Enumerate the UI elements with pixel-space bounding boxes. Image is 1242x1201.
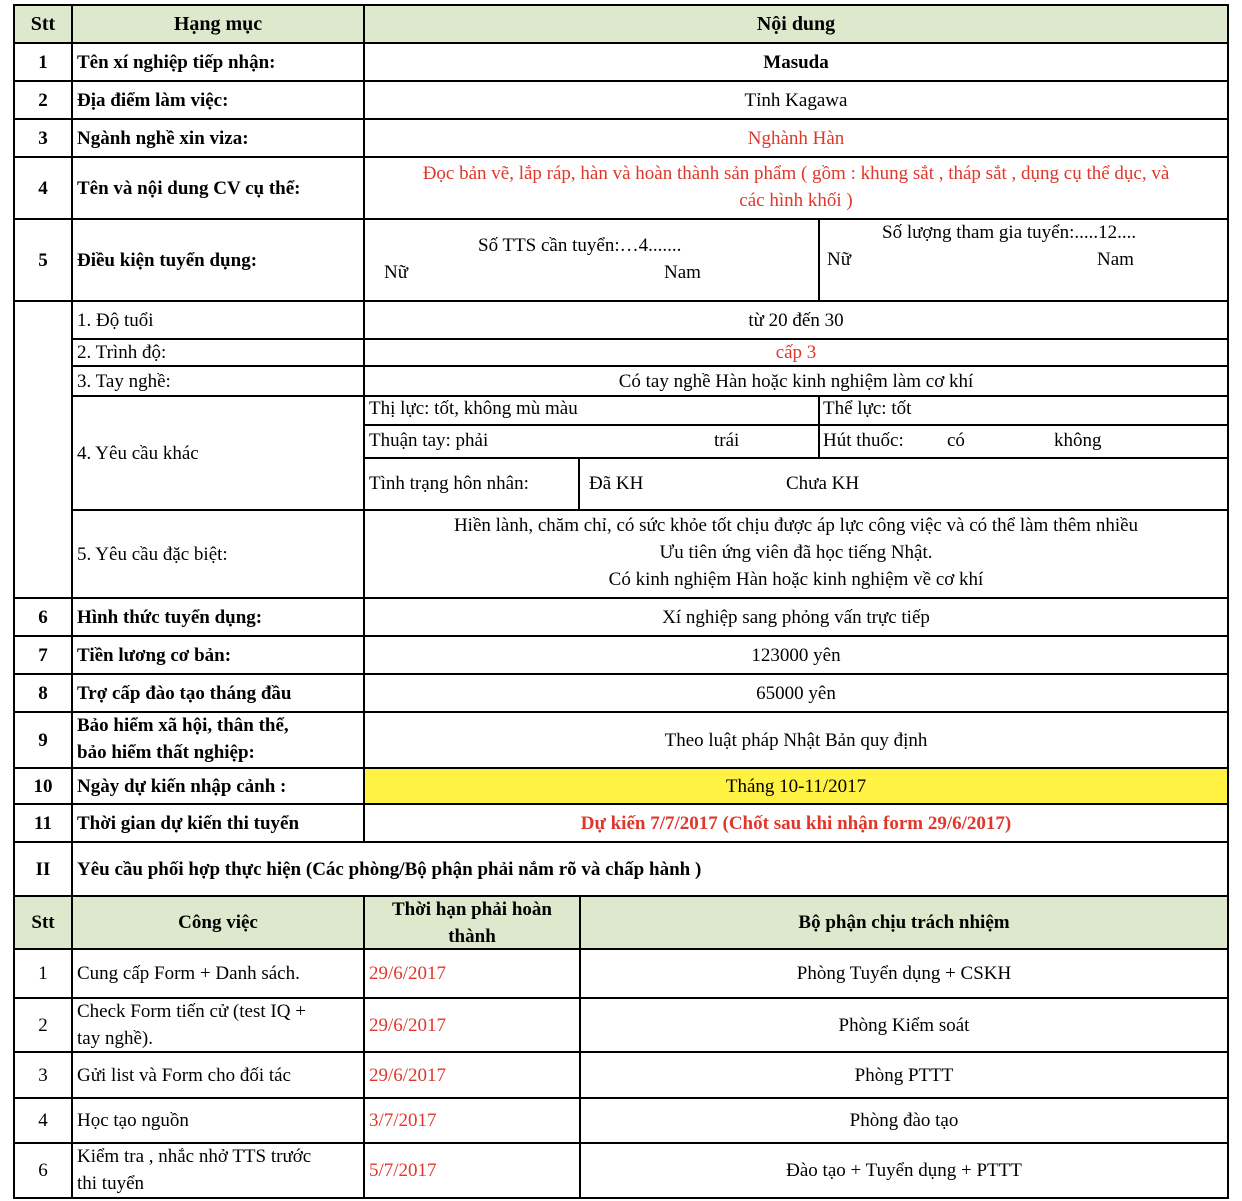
task-deadline: 29/6/2017 xyxy=(369,1064,447,1086)
grid-line xyxy=(13,4,15,1199)
grid-line xyxy=(14,300,1228,302)
needed-count: Số TTS cần tuyển:…4....... xyxy=(478,235,682,256)
task-name xyxy=(72,998,364,1052)
grid-line xyxy=(818,395,820,458)
grid-line xyxy=(72,338,1228,340)
female-label: Nữ xyxy=(384,262,409,283)
job-description-line: Đọc bản vẽ, lắp ráp, hàn và hoàn thành sản phẩm ( gồm : khung sắt , tháp sắt , dụng cụ thể dục, và xyxy=(422,163,1170,184)
grid-line xyxy=(14,80,1228,82)
company-name: Masuda xyxy=(763,51,829,73)
grid-line xyxy=(14,711,1228,713)
row-label: Ngày dự kiến nhập cảnh : xyxy=(77,775,287,797)
task-name-line: thi tuyển xyxy=(77,1173,145,1194)
task-dept: Phòng PTTT xyxy=(854,1064,954,1086)
grid-line xyxy=(14,1197,1228,1199)
grid-line xyxy=(364,424,1228,426)
task-dept: Phòng đào tạo xyxy=(849,1110,959,1131)
grid-line xyxy=(14,4,1228,6)
task-stt: 4 xyxy=(38,1110,48,1131)
handedness-left: trái xyxy=(714,430,740,451)
grid-line xyxy=(71,4,73,1199)
row-stt: 4 xyxy=(38,177,48,199)
task-name-line: Kiểm tra , nhắc nhở TTS trước xyxy=(77,1146,312,1167)
task-deadline: 29/6/2017 xyxy=(369,963,447,984)
grid-line xyxy=(579,895,581,1199)
marital-married: Đã KH xyxy=(589,473,644,494)
special-requirements-label: 5. Yêu cầu đặc biệt: xyxy=(77,543,228,565)
task-stt: 1 xyxy=(38,963,48,984)
special-line: Hiền lành, chăm chỉ, có sức khỏe tốt chịu được áp lực công việc và có thể làm thêm nhiều xyxy=(453,515,1139,536)
task-stt: 3 xyxy=(38,1064,48,1086)
task-stt: 6 xyxy=(38,1160,48,1181)
task-name: Học tạo nguồn xyxy=(77,1110,189,1131)
eyesight: Thị lực: tốt, không mù màu xyxy=(369,398,578,419)
grid-line xyxy=(14,218,1228,220)
row-label: Tiền lương cơ bản: xyxy=(77,644,232,666)
age-value: từ 20 đến 30 xyxy=(748,309,844,331)
marital-single: Chưa KH xyxy=(786,473,860,494)
grid-line xyxy=(14,803,1228,805)
grid-line xyxy=(72,509,1228,511)
work-location: Tỉnh Kagawa xyxy=(744,89,848,111)
grid-line xyxy=(14,1097,1228,1099)
row-stt: 6 xyxy=(38,606,48,628)
row-stt: 9 xyxy=(38,729,48,751)
grid-line xyxy=(578,457,580,510)
basic-salary: 123000 yên xyxy=(751,644,841,666)
handedness: Thuận tay: phải xyxy=(369,430,489,451)
female-label: Nữ xyxy=(827,249,852,270)
row-stt: 10 xyxy=(33,775,53,797)
grid-line xyxy=(72,395,1228,397)
header-category: Hạng mục xyxy=(173,12,263,35)
special-line: Ưu tiên ứng viên đã học tiếng Nhật. xyxy=(659,542,933,563)
grid-line xyxy=(14,948,1228,950)
smoking-label: Hút thuốc: xyxy=(823,430,904,451)
grid-line xyxy=(1227,4,1229,1199)
grid-line xyxy=(14,767,1228,769)
row-label: Ngành nghề xin viza: xyxy=(77,127,249,149)
insurance-value: Theo luật pháp Nhật Bản quy định xyxy=(664,729,928,751)
row-label: Địa điểm làm việc: xyxy=(77,89,229,111)
grid-line xyxy=(14,42,1228,44)
task-name-line: tay nghề). xyxy=(77,1028,153,1049)
smoking-no: không xyxy=(1054,430,1102,451)
task-header-deadline-line: thành xyxy=(448,926,496,947)
grid-line xyxy=(14,673,1228,675)
male-label: Nam xyxy=(1097,249,1134,270)
grid-line xyxy=(72,365,1228,367)
grid-line xyxy=(14,1142,1228,1144)
insurance-label xyxy=(72,712,364,768)
grid-line xyxy=(363,895,365,1199)
task-name xyxy=(72,1143,364,1198)
row-label: Điều kiện tuyển dụng: xyxy=(77,249,258,271)
task-dept: Đào tạo + Tuyển dụng + PTTT xyxy=(786,1160,1022,1181)
row-stt: 11 xyxy=(34,812,52,834)
task-name-line: Check Form tiến cử (test IQ + xyxy=(77,1001,306,1022)
task-header-deadline xyxy=(364,896,580,949)
grid-line xyxy=(14,635,1228,637)
task-dept: Phòng Kiểm soát xyxy=(838,1014,970,1036)
row-label: Trợ cấp đào tạo tháng đầu xyxy=(77,682,292,704)
physical: Thể lực: tốt xyxy=(823,398,912,419)
job-description-line: các hình khối ) xyxy=(739,190,853,211)
header-stt: Stt xyxy=(30,12,56,35)
row-stt: 8 xyxy=(38,682,48,704)
row-stt: 3 xyxy=(38,127,48,149)
task-header-stt: Stt xyxy=(31,912,55,933)
row-label: Thời gian dự kiến thi tuyển xyxy=(77,812,300,834)
training-allowance: 65000 yên xyxy=(756,682,836,704)
special-requirements xyxy=(364,512,1228,596)
grid-line xyxy=(14,118,1228,120)
insurance-label-line: Bảo hiểm xã hội, thân thể, xyxy=(77,715,289,736)
task-deadline: 3/7/2017 xyxy=(369,1110,437,1131)
task-deadline: 29/6/2017 xyxy=(369,1014,447,1036)
section-title: Yêu cầu phối hợp thực hiện (Các phòng/Bộ phận phải nắm rõ và chấp hành ) xyxy=(77,858,702,880)
row-label: Tên và nội dung CV cụ thể: xyxy=(77,177,301,199)
grid-line xyxy=(14,597,1228,599)
task-header-deadline-line: Thời hạn phải hoàn xyxy=(392,899,552,920)
header-content: Nội dung xyxy=(756,12,836,35)
other-requirements-label: 4. Yêu cầu khác xyxy=(77,442,199,464)
skill-label: 3. Tay nghề: xyxy=(77,370,171,392)
grid-line xyxy=(364,457,1228,459)
insurance-label-line: bảo hiểm thất nghiệp: xyxy=(77,742,255,763)
marital-label: Tình trạng hôn nhân: xyxy=(369,473,529,494)
education-label: 2. Trình độ: xyxy=(77,342,167,363)
row-stt: 2 xyxy=(38,89,48,111)
visa-job: Nghành Hàn xyxy=(747,127,845,149)
grid-line xyxy=(818,218,820,301)
row-label: Hình thức tuyển dụng: xyxy=(77,606,263,628)
task-header-task: Công việc xyxy=(178,912,258,933)
skill-value: Có tay nghề Hàn hoặc kinh nghiệm làm cơ khí xyxy=(618,370,974,392)
row-stt: 5 xyxy=(38,249,48,271)
grid-line xyxy=(363,4,365,843)
grid-line xyxy=(14,895,1228,897)
task-stt: 2 xyxy=(38,1014,48,1036)
smoking-yes: có xyxy=(947,430,965,451)
section-number: II xyxy=(35,858,51,880)
grid-line xyxy=(14,841,1228,843)
task-header-dept: Bộ phận chịu trách nhiệm xyxy=(798,912,1010,933)
task-name: Gửi list và Form cho đối tác xyxy=(77,1064,291,1086)
task-name: Cung cấp Form + Danh sách. xyxy=(77,963,300,984)
row-stt: 1 xyxy=(38,51,48,73)
grid-line xyxy=(14,1051,1228,1053)
education-value: cấp 3 xyxy=(775,342,817,363)
age-label: 1. Độ tuổi xyxy=(77,309,154,331)
special-line: Có kinh nghiệm Hàn hoặc kinh nghiệm về cơ khí xyxy=(608,569,984,590)
grid-line xyxy=(14,997,1228,999)
task-dept: Phòng Tuyển dụng + CSKH xyxy=(796,963,1012,984)
male-label: Nam xyxy=(664,262,701,283)
task-deadline: 5/7/2017 xyxy=(369,1160,437,1181)
row-label: Tên xí nghiệp tiếp nhận: xyxy=(77,51,276,73)
entry-date: Tháng 10-11/2017 xyxy=(725,775,867,797)
job-description xyxy=(364,160,1228,216)
participant-count: Số lượng tham gia tuyển:.....12.... xyxy=(882,222,1137,243)
row-stt: 7 xyxy=(38,644,48,666)
exam-date: Dự kiến 7/7/2017 (Chốt sau khi nhận form 29/6/2017) xyxy=(580,812,1012,834)
recruitment-form: Xí nghiệp sang phỏng vấn trực tiếp xyxy=(662,606,930,628)
grid-line xyxy=(14,156,1228,158)
